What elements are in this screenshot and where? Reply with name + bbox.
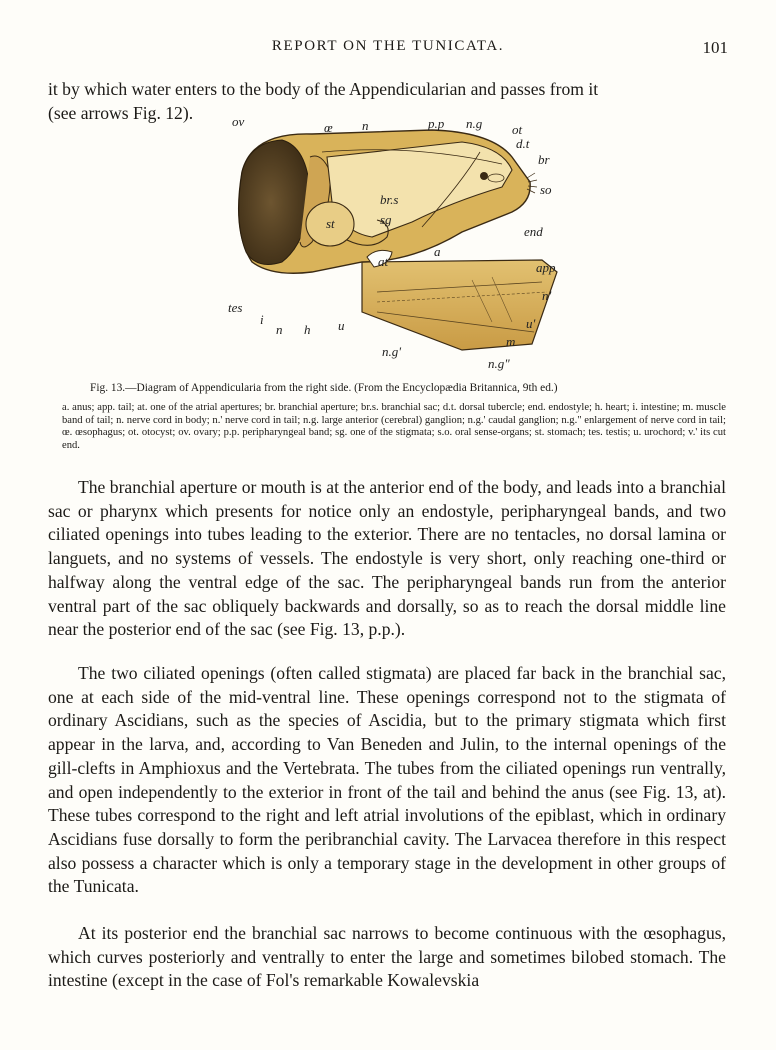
label-ov: ov <box>232 114 245 129</box>
figure-caption-legend: a. anus; app. tail; at. one of the atrial apertures; br. branchial aperture; br.s. branchial sac; d.t. dorsal tubercle; end. endostyle; h. heart; i. intestine; m. muscle band of tail; n. nerve cord in body; n.' nerve cord in tail; n.g. large anterior (cerebral) ganglion; n.g.' caudal ganglion; n.g." enlargement of nerve cord in tail; œ. œsophagus; ot. otocyst; ov. ovary; p.p. peripharyngeal band; sg. one of the stigmata; s.o. oral sense-organs; st. stomach; tes. testis; u. urochord; v.' its cut end. <box>62 402 726 451</box>
label-at: at <box>378 254 389 269</box>
label-sg: sg <box>380 212 392 227</box>
label-st: st <box>326 216 335 231</box>
label-u: u <box>338 318 345 333</box>
label-i: i <box>260 312 264 327</box>
appendicularia-figure <box>212 112 572 374</box>
label-so: so <box>540 182 552 197</box>
label-app: app <box>536 260 556 275</box>
intro-line-1: it by which water enters to the body of the Appendicularian and passes from it <box>48 79 599 99</box>
label-ot: ot <box>512 122 523 137</box>
running-title: REPORT ON THE TUNICATA. <box>271 38 505 54</box>
label-u-prime: u' <box>526 316 536 331</box>
label-tes: tes <box>228 300 243 315</box>
paragraph-3: At its posterior end the branchial sac narrows to become continuous with the œsophagus, which curves posteriorly and ventrally to enter the large and sometimes bilobed stomach. The intestine (except in the case of Fol's remarkable Kowalevskia <box>48 923 726 991</box>
figure-caption-title: Fig. 13.—Diagram of Appendicularia from the right side. (From the Encyclopædia Britannica, 9th ed.) <box>90 382 558 394</box>
paragraph-1: The branchial aperture or mouth is at the anterior end of the body, and leads into a branchial sac or pharynx which presents for notice only an endostyle, peripharyngeal bands, and two ciliated openings into tubes leading to the exterior. There are no tentacles, no dorsal lamina or languets, and no systems of vessels. The endostyle is very short, only reaching one-third or halfway along the ventral edge of the sac. The peripharyngeal bands run from the anterior ventral part of the sac obliquely backwards and dorsally, so as to reach the dorsal middle line near the posterior end of the sac (see Fig. 13, p.p.). <box>48 477 726 640</box>
label-n-top: n <box>362 118 369 133</box>
label-ng-top: n.g <box>466 116 483 131</box>
label-h: h <box>304 322 311 337</box>
label-dt: d.t <box>516 136 530 151</box>
label-a: a <box>434 244 441 259</box>
paragraph-2: The two ciliated openings (often called stigmata) are placed far back in the branchial sac, one at each side of the mid-ventral line. These openings correspond not to the stigmata of ordinary Ascidians, such as the species of Ascidia, but to the primary stigmata which first appear in the larva, and, according to Van Beneden and Julin, to the internal openings of the gill-clefts in Amphioxus and the Vertebrata. The tubes from the ciliated openings run ventrally, and open independently to the exterior in front of the tail and behind the anus (see Fig. 13, at). These tubes correspond to the right and left atrial involutions of the epiblast, which in ordinary Ascidians fuse dorsally to form the peribranchial cavity. The Larvacea therefore in this respect also possess a character which is only a temporary stage in the development in other groups of the Tunicata. <box>48 663 726 897</box>
label-n-prime: n' <box>542 288 552 303</box>
label-m: m <box>506 334 516 349</box>
page-number: 101 <box>702 38 728 57</box>
label-ng-dprime: n.g" <box>488 356 510 371</box>
label-n-bottom: n <box>276 322 283 337</box>
label-br: br <box>538 152 550 167</box>
label-brs: br.s <box>380 192 399 207</box>
label-oe: œ <box>324 120 333 135</box>
label-ng-prime: n.g' <box>382 344 402 359</box>
tail-shape <box>362 260 557 350</box>
label-end: end <box>524 224 543 239</box>
intro-line-2: (see arrows Fig. 12). <box>48 103 194 123</box>
label-pp: p.p <box>428 116 445 131</box>
running-head <box>48 38 728 60</box>
